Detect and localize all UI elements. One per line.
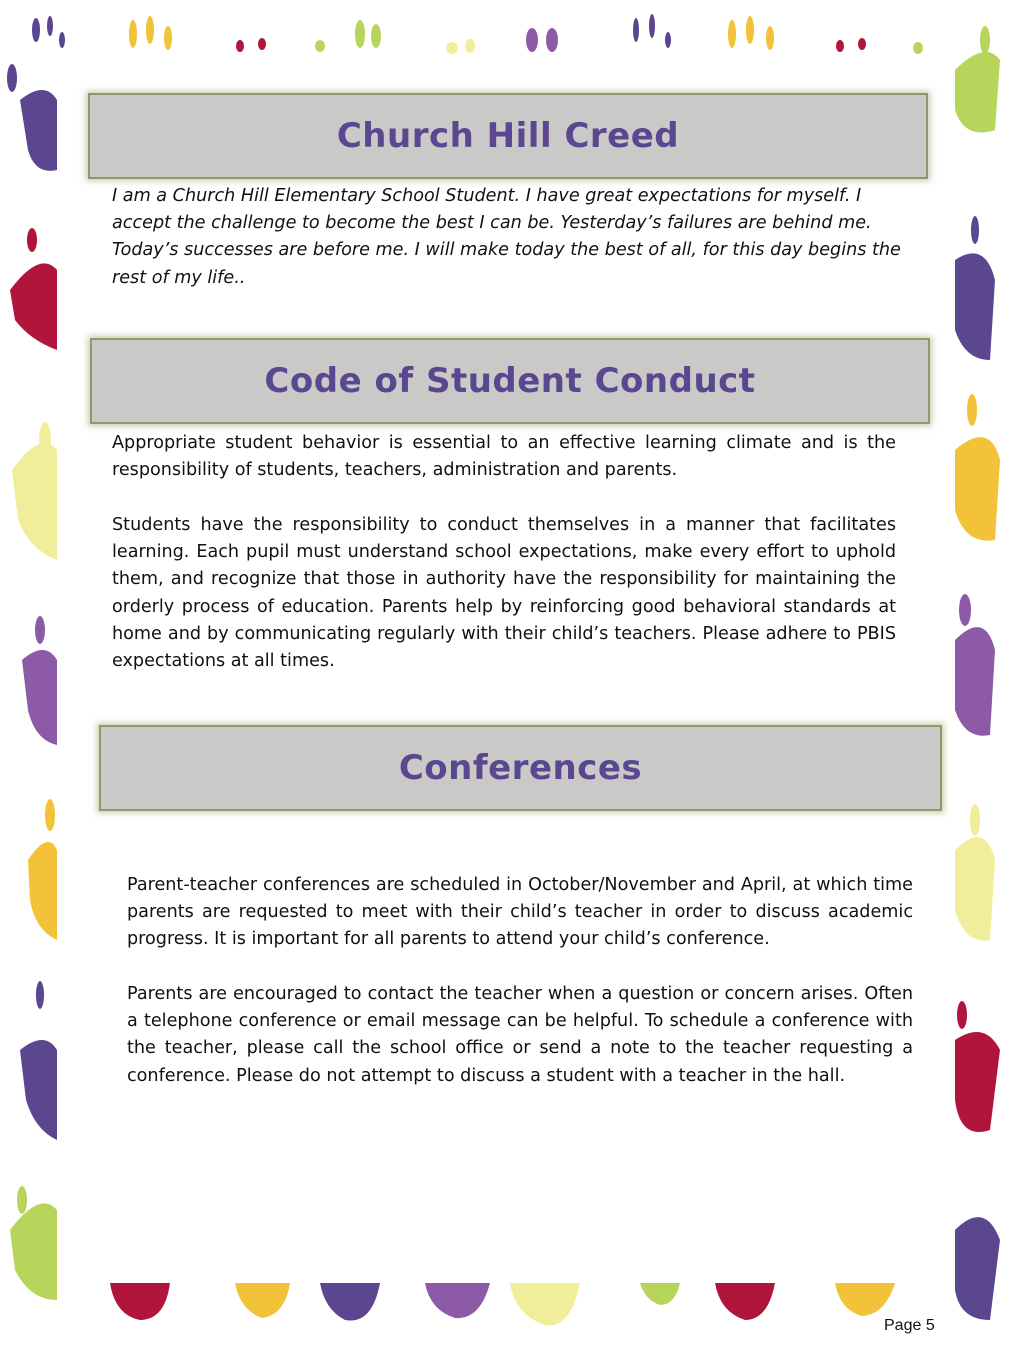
handprint-right-green-1 [955,26,1000,133]
handprint-left-purple-3 [20,981,57,1140]
handprint-bottom-yellow-2 [835,1283,895,1316]
creed-text: I am a Church Hill Elementary School Student. I have great expectations for myself. I accept the challenge to become the best I can be. Yesterday’s failures are behind me. Today’s successes are before me. I will make today the best of all, for this day begins the rest of my life.. [112,186,901,288]
handprint-bottom-cream-1 [510,1283,580,1325]
handprint-right-yellow-1 [955,394,1000,541]
handprint-left-red-1 [10,228,57,350]
handprint-top-purple-3 [633,14,671,48]
handprint-top-red-2 [836,38,866,52]
handprint-right-cream-1 [955,804,995,941]
handprint-bottom-red-1 [110,1283,170,1320]
handprint-top-green-2 [913,42,923,54]
conferences-paragraph-1: Parent-teacher conferences are scheduled in October/November and April, at which time parents are requested to meet with their child’s teacher in order to discuss academic progress. It is important for all parents to attend your child’s conference. [127,875,913,950]
handprint-right-purple-3 [955,1217,1000,1320]
handprint-bottom-purple-1 [320,1283,380,1321]
handprint-bottom-purple-2 [425,1283,490,1318]
handprint-left-purple-2 [22,616,57,745]
handprint-left-yellow-1 [28,799,57,940]
handprint-top-green-1 [315,20,381,52]
handprint-top-yellow-2 [728,16,774,50]
handprint-bottom-red-2 [715,1283,775,1320]
conferences-paragraph-2: Parents are encouraged to contact the teacher when a question or concern arises. Often a telephone conference or email message can be helpful. To schedule a conference with the teacher, please call the school office or send a note to the teacher requesting a conference. Please do not attempt to discuss a student with a teacher in the hall. [127,984,913,1086]
conduct-paragraph-2: Students have the responsibility to conduct themselves in a manner that facilitates learning. Each pupil must understand school expectations, make every effort to uphold them, and recognize that those in authority have the responsibility for maintaining the orderly process of education. Parents help by reinforcing good behavioral standards at home and by communicating regularly with their child’s teachers. Please adhere to PBIS expectations at all times. [112,515,896,672]
handprint-right-purple-2 [955,594,995,736]
handprint-top-purple-1 [32,16,65,48]
creed-heading: Church Hill Creed [336,116,680,156]
page-number: Page 5 [884,1317,935,1334]
handprint-right-red-1 [955,1001,1000,1132]
handprint-left-purple-1 [7,64,57,171]
conferences-heading-banner [99,725,942,811]
handprint-top-red-1 [236,38,266,52]
conduct-heading: Code of Student Conduct [264,361,756,401]
handprint-left-cream-1 [12,422,57,560]
handprint-left-green-1 [10,1186,57,1300]
conduct-heading-banner [90,338,930,424]
handprint-top-cream-1 [446,39,475,54]
handprint-right-purple-1 [955,216,995,360]
creed-heading-banner [88,93,928,179]
handprint-top-yellow-1 [129,16,172,50]
conduct-paragraph-1: Appropriate student behavior is essential to an effective learning climate and is the responsibility of students, teachers, administration and parents. [112,433,896,481]
handprint-top-purple-2 [526,28,558,52]
conferences-heading: Conferences [398,748,643,788]
handprint-bottom-green-1 [640,1283,680,1305]
handprint-bottom-yellow-1 [235,1283,290,1318]
